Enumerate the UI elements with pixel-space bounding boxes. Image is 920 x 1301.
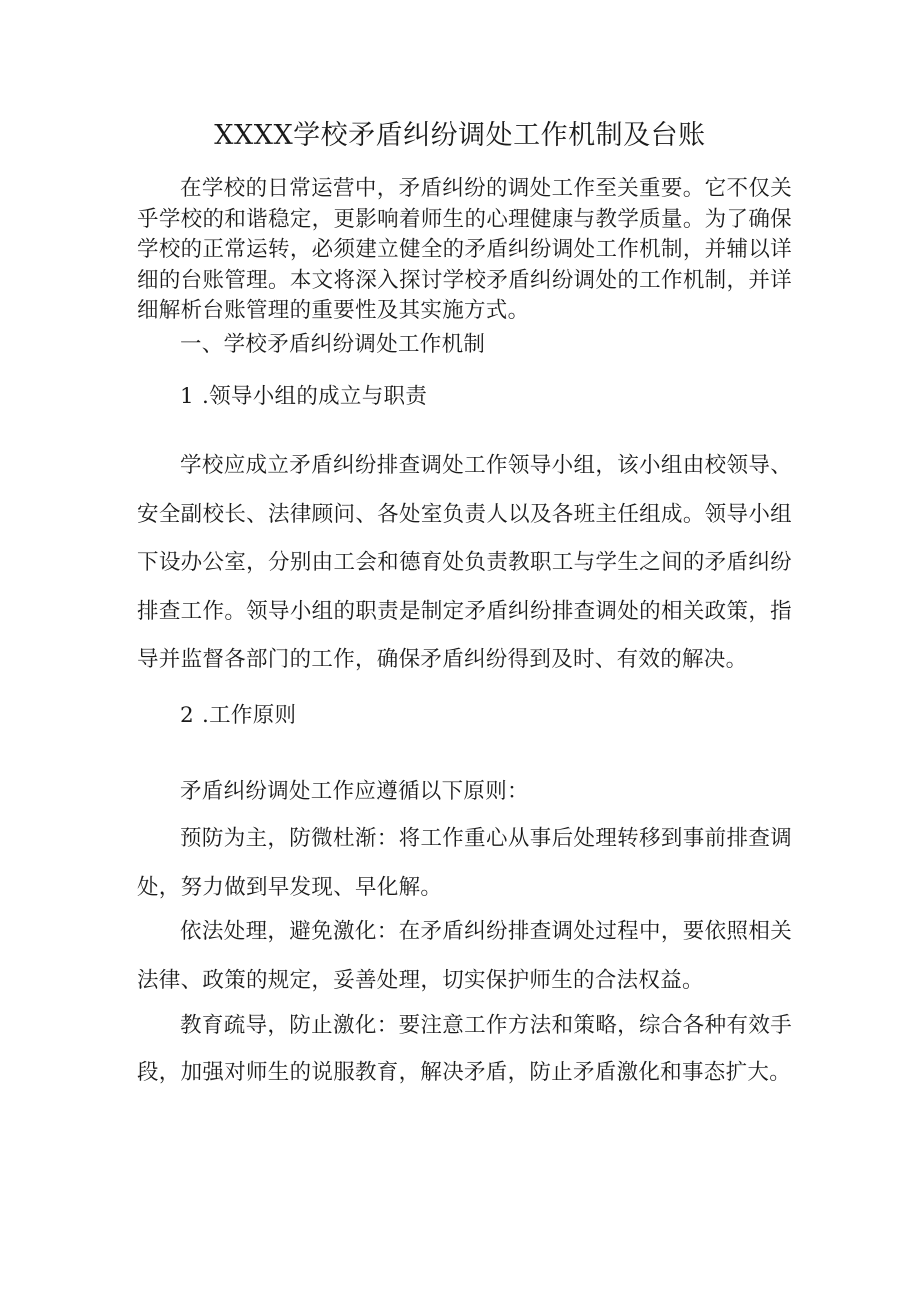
principle-education: 教育疏导，防止激化：要注意工作方法和策略，综合各种有效手段，加强对师生的说服教育，解决矛盾，防止矛盾激化和事态扩大。 [137, 1013, 792, 1085]
subsection-number-1: 1 [180, 384, 194, 409]
leadership-group-paragraph: 学校应成立矛盾纠纷排查调处工作领导小组，该小组由校领导、安全副校长、法律顾问、各处室负责人以及各班主任组成。领导小组下设办公室，分别由工会和德育处负责教职工与学生之间的矛盾纠纷排查工作。领导小组的职责是制定矛盾纠纷排查调处的相关政策，指导并监督各部门的工作，确保矛盾纠纷得到及时、有效的解决。 [137, 453, 792, 672]
subsection-number-2: 2 [180, 703, 194, 728]
subsection-heading-1 [180, 382, 427, 412]
subsection-title-2: .工作原则 [202, 703, 297, 728]
subsection-heading-2 [180, 701, 296, 731]
document-title: XXXX学校矛盾纠纷调处工作机制及台账 [214, 120, 706, 151]
principle-legal: 依法处理，避免激化：在矛盾纠纷排查调处过程中，要依照相关法律、政策的规定，妥善处理，切实保护师生的合法权益。 [137, 919, 792, 993]
intro-paragraph: 在学校的日常运营中，矛盾纠纷的调处工作至关重要。它不仅关乎学校的和谐稳定，更影响着师生的心理健康与教学质量。为了确保学校的正常运转，必须建立健全的矛盾纠纷调处工作机制，并辅以详细的台账管理。本文将深入探讨学校矛盾纠纷调处的工作机制，并详细解析台账管理的重要性及其实施方式。 [137, 176, 792, 323]
principle-prevention: 预防为主，防微杜渐：将工作重心从事后处理转移到事前排查调处，努力做到早发现、早化解。 [137, 826, 792, 900]
subsection-title-1: .领导小组的成立与职责 [202, 384, 428, 409]
principles-intro: 矛盾纠纷调处工作应遵循以下原则： [180, 779, 529, 804]
section-heading-1: 一、学校矛盾纠纷调处工作机制 [180, 332, 486, 357]
